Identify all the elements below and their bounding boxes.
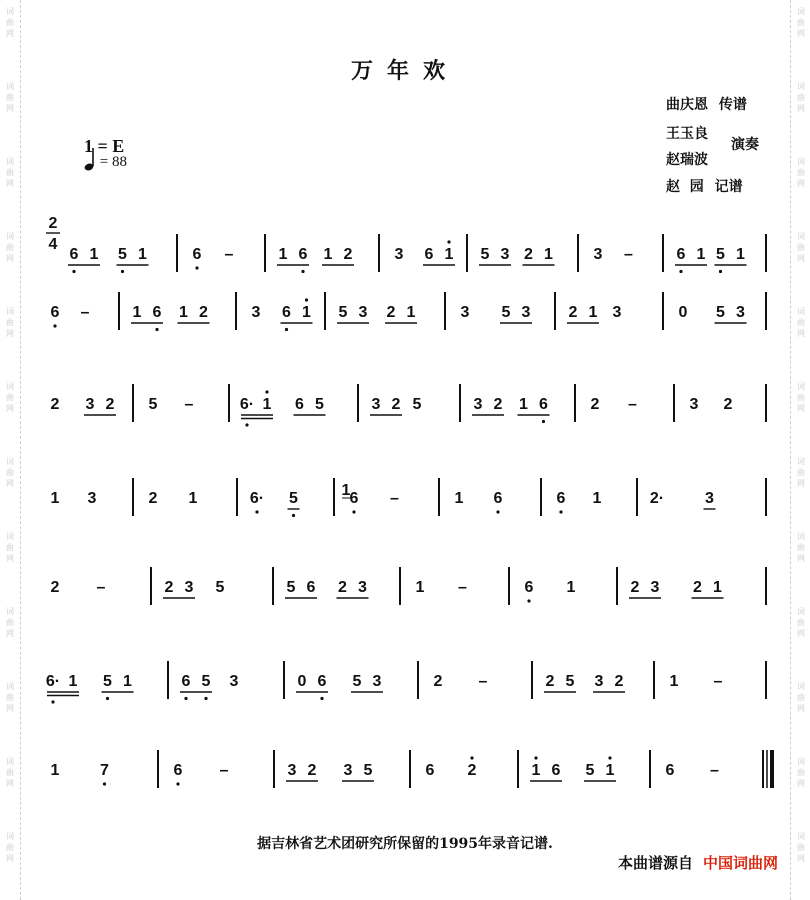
watermark-text: 词 曲 网 — [6, 307, 14, 338]
note: 2 — [723, 396, 733, 413]
watermark-text: 词 曲 网 — [6, 832, 14, 863]
watermark-text: 词 曲 网 — [6, 607, 14, 638]
note: 1 — [592, 490, 602, 507]
note: 5 — [148, 396, 158, 413]
watermark-text: 词 曲 网 — [797, 82, 805, 113]
note: 2 — [693, 579, 702, 596]
watermark-text: 词 曲 网 — [797, 532, 805, 563]
octave-dot — [155, 328, 158, 331]
watermark-text: 词 曲 网 — [797, 232, 805, 263]
note: 5 — [480, 246, 490, 263]
note: 6· — [239, 396, 255, 413]
note: 1 — [123, 673, 132, 690]
note: 6 — [298, 246, 308, 263]
note: 1 — [89, 246, 99, 263]
note: – — [478, 673, 488, 690]
octave-dot — [53, 324, 56, 327]
note: 2 — [105, 396, 115, 413]
source-origin-label: 本曲谱源自 — [617, 854, 693, 872]
octave-dot — [305, 298, 308, 301]
note: 5 — [352, 673, 362, 690]
watermark-text: 词 曲 网 — [6, 7, 14, 38]
note: 5 — [289, 490, 298, 507]
time-signature-top: 2 — [48, 215, 58, 232]
note: 2 — [307, 762, 317, 779]
watermark-text: 词 曲 网 — [6, 382, 14, 413]
note: – — [628, 396, 637, 413]
watermark-text: 词 曲 网 — [6, 157, 14, 188]
note: 1 — [736, 246, 745, 263]
note: 1 — [519, 396, 528, 413]
octave-dot — [352, 510, 355, 513]
note: 7 — [100, 762, 109, 779]
octave-dot — [184, 697, 187, 700]
note: 2 — [614, 673, 624, 690]
key-signature: 1 = E — [84, 136, 125, 156]
note: 1 — [669, 673, 679, 690]
note: 6 — [349, 490, 359, 507]
octave-dot — [527, 599, 530, 602]
note: – — [184, 396, 194, 413]
note: 6 — [424, 246, 434, 263]
note: 3 — [736, 304, 745, 321]
note: 6 — [282, 304, 291, 321]
note: 1 — [713, 579, 722, 596]
note: – — [458, 579, 467, 596]
note: 3 — [612, 304, 622, 321]
note: 3 — [473, 396, 483, 413]
watermark-text: 词 曲 网 — [6, 232, 14, 263]
note: 6 — [425, 762, 435, 779]
octave-dot — [679, 270, 682, 273]
octave-dot — [496, 510, 499, 513]
note: 6 — [50, 304, 60, 321]
note: 1 — [262, 396, 272, 413]
note: 3 — [521, 304, 531, 321]
note: 2· — [649, 490, 665, 507]
note: 6· — [249, 490, 265, 507]
watermark-text: 词 曲 网 — [797, 682, 805, 713]
note: 5 — [315, 396, 324, 413]
octave-dot — [204, 697, 207, 700]
octave-dot — [447, 240, 450, 243]
watermark-text: 词 曲 网 — [797, 457, 805, 488]
octave-dot — [176, 782, 179, 785]
note: 3 — [358, 304, 368, 321]
note: 3 — [372, 673, 382, 690]
performer-role: 演奏 — [731, 137, 759, 153]
note: 1 — [302, 304, 311, 321]
note: 6 — [69, 246, 79, 263]
octave-dot — [245, 423, 248, 426]
note: 3 — [689, 396, 699, 413]
note: 1 — [132, 304, 142, 321]
note: 6 — [551, 762, 561, 779]
note: 5 — [565, 673, 575, 690]
note: 5 — [412, 396, 422, 413]
note: 6 — [539, 396, 548, 413]
note: 6 — [152, 304, 162, 321]
note: 3 — [358, 579, 367, 596]
site-name[interactable]: 中国词曲网 — [702, 854, 778, 872]
watermark-text: 词 曲 网 — [6, 757, 14, 788]
time-signature-bottom: 4 — [48, 236, 58, 253]
note: 6 — [192, 246, 202, 263]
note: – — [390, 490, 399, 507]
note: 1 — [68, 673, 78, 690]
octave-dot — [195, 266, 198, 269]
note: 1 — [531, 762, 541, 779]
note: 6 — [317, 673, 327, 690]
note: 1 — [696, 246, 706, 263]
grace-note: 1 — [341, 482, 351, 499]
note: – — [80, 304, 90, 321]
octave-dot — [292, 514, 295, 517]
watermark-text: 词 曲 网 — [797, 757, 805, 788]
note: 5 — [716, 304, 725, 321]
note: 6 — [493, 490, 503, 507]
transcriber-name: 赵 园 — [666, 179, 704, 195]
transcriber-role: 记谱 — [714, 179, 743, 195]
note: 2 — [493, 396, 503, 413]
note: 6 — [665, 762, 675, 779]
note: 1 — [605, 762, 615, 779]
octave-dot — [121, 270, 124, 273]
note: 5 — [363, 762, 373, 779]
note: 2 — [590, 396, 600, 413]
note: – — [96, 579, 106, 596]
note: 1 — [415, 579, 425, 596]
watermark-text: 词 曲 网 — [797, 607, 805, 638]
note: 0 — [678, 304, 688, 321]
tempo-value: = 88 — [99, 154, 127, 170]
transmitter-name: 曲庆恩 — [666, 97, 708, 113]
note: 2 — [433, 673, 443, 690]
note: 1 — [323, 246, 333, 263]
page-title: 万年欢 — [350, 58, 459, 84]
note: – — [713, 673, 723, 690]
note: 6 — [181, 673, 191, 690]
source-note: 据吉林省艺术团研究所保留的1995年录音记谱. — [257, 836, 553, 852]
octave-dot — [470, 756, 473, 759]
note: 1 — [406, 304, 416, 321]
octave-dot — [106, 697, 109, 700]
note: 2 — [199, 304, 208, 321]
note: 2 — [343, 246, 353, 263]
note: 2 — [148, 490, 158, 507]
note: 3 — [594, 673, 604, 690]
octave-dot — [542, 420, 545, 423]
note: – — [624, 246, 633, 263]
note: 2 — [164, 579, 174, 596]
watermark-text: 词 曲 网 — [6, 532, 14, 563]
note: 1 — [50, 490, 60, 507]
note: 3 — [85, 396, 95, 413]
octave-dot — [265, 390, 268, 393]
note: 6· — [45, 673, 61, 690]
note: 2 — [524, 246, 533, 263]
note: 3 — [394, 246, 404, 263]
note: 1 — [278, 246, 288, 263]
note: 3 — [650, 579, 660, 596]
note: 3 — [371, 396, 381, 413]
performer-1: 王玉良 — [666, 126, 708, 142]
source-attribution — [618, 852, 778, 873]
note: 2 — [386, 304, 396, 321]
note: 5 — [103, 673, 112, 690]
note: 6 — [676, 246, 686, 263]
octave-dot — [301, 270, 304, 273]
note: 3 — [500, 246, 510, 263]
note: 5 — [716, 246, 725, 263]
note: 1 — [50, 762, 60, 779]
note: 1 — [138, 246, 147, 263]
note: 5 — [501, 304, 511, 321]
note: 2 — [50, 579, 60, 596]
note: 6 — [173, 762, 183, 779]
watermark-text: 词 曲 网 — [797, 832, 805, 863]
note: 6 — [556, 490, 566, 507]
note: 3 — [251, 304, 261, 321]
note: 6 — [295, 396, 304, 413]
note: 5 — [215, 579, 225, 596]
note: 3 — [229, 673, 239, 690]
note: 0 — [297, 673, 307, 690]
note: 3 — [343, 762, 353, 779]
watermark-text: 词 曲 网 — [6, 82, 14, 113]
note: 2 — [338, 579, 347, 596]
octave-dot — [255, 510, 258, 513]
note: 2 — [545, 673, 555, 690]
watermark-text: 词 曲 网 — [797, 382, 805, 413]
note: 6 — [306, 579, 316, 596]
octave-dot — [103, 782, 106, 785]
octave-dot — [285, 328, 288, 331]
watermark-text: 词 曲 网 — [6, 682, 14, 713]
octave-dot — [51, 700, 54, 703]
note: 3 — [460, 304, 470, 321]
watermark-text: 词 曲 网 — [6, 457, 14, 488]
octave-dot — [559, 510, 562, 513]
note: 5 — [286, 579, 296, 596]
note: 1 — [179, 304, 188, 321]
watermark-text: 词 曲 网 — [797, 307, 805, 338]
note: 5 — [118, 246, 127, 263]
octave-dot — [320, 697, 323, 700]
octave-dot — [534, 756, 537, 759]
note: – — [224, 246, 234, 263]
note: 3 — [593, 246, 603, 263]
note: 1 — [444, 246, 454, 263]
note: 3 — [705, 490, 714, 507]
octave-dot — [719, 270, 722, 273]
note: 2 — [630, 579, 640, 596]
watermark-text: 词 曲 网 — [797, 157, 805, 188]
note: 1 — [566, 579, 576, 596]
octave-dot — [72, 270, 75, 273]
note: – — [219, 762, 229, 779]
note: 6 — [524, 579, 534, 596]
note: 2 — [50, 396, 60, 413]
note: 5 — [585, 762, 595, 779]
note: 3 — [87, 490, 97, 507]
transmitter-role: 传谱 — [718, 97, 747, 113]
note: 1 — [454, 490, 464, 507]
note: 3 — [287, 762, 297, 779]
note: 2 — [568, 304, 578, 321]
performer-2: 赵瑞波 — [666, 152, 708, 168]
note: 5 — [338, 304, 348, 321]
note: 1 — [188, 490, 198, 507]
note: – — [710, 762, 719, 779]
note: 2 — [391, 396, 401, 413]
note: 5 — [201, 673, 211, 690]
note: 3 — [184, 579, 194, 596]
note: 1 — [588, 304, 598, 321]
note: 1 — [544, 246, 553, 263]
note: 2 — [467, 762, 477, 779]
octave-dot — [608, 756, 611, 759]
watermark-text: 词 曲 网 — [797, 7, 805, 38]
